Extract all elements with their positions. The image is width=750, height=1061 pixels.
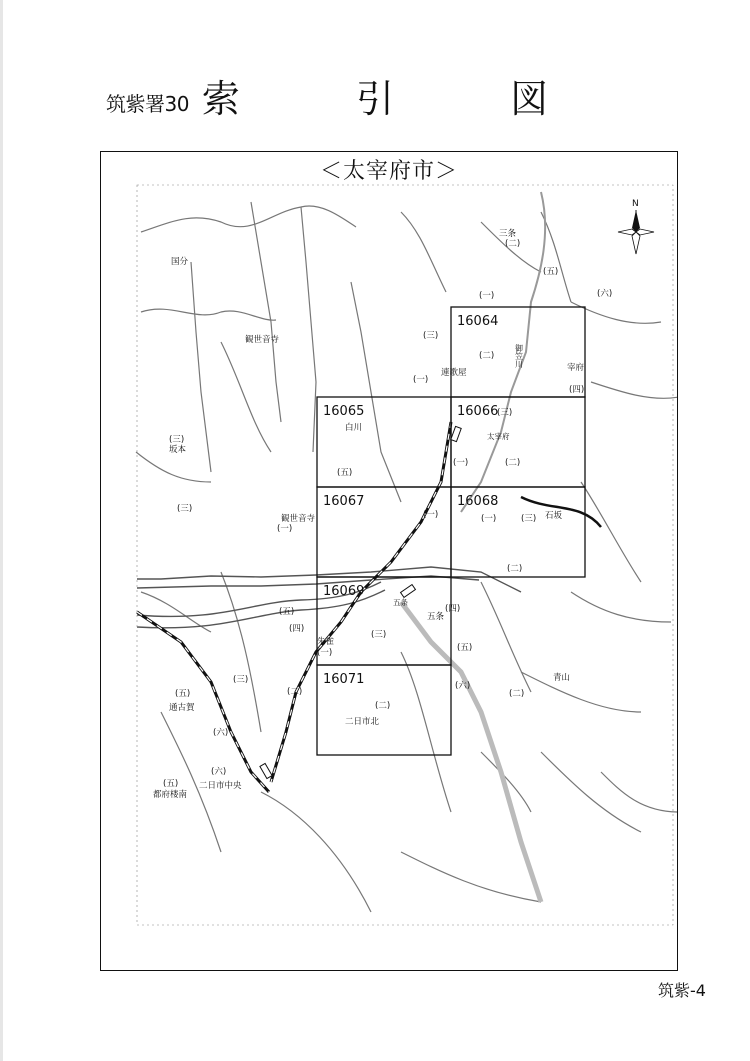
place-label: (二) — [505, 458, 521, 468]
north-arrow-icon — [618, 199, 654, 254]
north-label: N — [632, 199, 639, 209]
place-label: (六) — [597, 289, 613, 299]
place-label: (二) — [479, 351, 495, 361]
place-label: (二) — [287, 687, 303, 697]
place-label: 二日市北 — [345, 717, 380, 727]
page-number: 筑紫-4 — [658, 981, 706, 1000]
sheet-number: 16069 — [323, 584, 365, 599]
place-label: 宰府 — [567, 363, 585, 373]
place-label: (四) — [289, 624, 305, 634]
place-label: (一) — [481, 514, 497, 524]
place-label: 観世音寺 — [281, 514, 316, 524]
place-label: 二日市中央 — [199, 781, 242, 791]
place-label: (四) — [569, 385, 585, 395]
city-label: ＜太宰府市＞ — [319, 159, 458, 184]
place-label: (二) — [375, 701, 391, 711]
page-title: 索 引 図 — [201, 77, 601, 121]
place-label: 朱雀 — [317, 637, 335, 647]
place-label: (一) — [277, 524, 293, 534]
place-label: (一) — [413, 375, 429, 385]
place-label: (五) — [457, 643, 473, 653]
place-label: (二) — [505, 239, 521, 249]
place-label: (五) — [337, 468, 353, 478]
place-label: (五) — [175, 689, 191, 699]
sheet-number: 16066 — [457, 404, 499, 419]
place-label: (三) — [371, 630, 387, 640]
place-label: 御笠川 — [514, 344, 524, 368]
place-label: (五) — [543, 267, 559, 277]
river — [461, 192, 545, 512]
place-label: (三) — [497, 408, 513, 418]
place-label: 五条 — [427, 612, 445, 622]
place-label: (三) — [423, 331, 439, 341]
place-label: (三) — [521, 514, 537, 524]
place-label: 都府楼南 — [153, 790, 188, 800]
railway — [137, 422, 601, 902]
place-label: 五条 — [393, 598, 408, 607]
document-code: 筑紫署30 — [106, 92, 189, 116]
place-label: 青山 — [553, 673, 571, 683]
sheet-number: 16067 — [323, 494, 365, 509]
place-label: (二) — [507, 564, 523, 574]
sheet-number: 16065 — [323, 404, 365, 419]
place-label: (六) — [213, 728, 229, 738]
place-label: (六) — [211, 767, 227, 777]
place-label: (五) — [279, 607, 295, 617]
index-map-frame — [100, 151, 678, 971]
place-label: 太宰府 — [487, 432, 510, 441]
place-label: 白川 — [345, 423, 363, 433]
sheet-number: 16068 — [457, 494, 499, 509]
index-map — [101, 152, 678, 971]
sheet-number: 16071 — [323, 672, 365, 687]
place-label: (三) — [169, 435, 185, 445]
place-label: 国分 — [171, 257, 189, 267]
place-label: (六) — [455, 681, 471, 691]
place-label: (一) — [317, 648, 333, 658]
place-label: 観世音寺 — [245, 335, 280, 345]
road-network — [136, 202, 678, 912]
place-label: (一) — [453, 458, 469, 468]
place-label: (四) — [445, 604, 461, 614]
place-label: (一) — [423, 510, 439, 520]
place-label: 連歌屋 — [441, 368, 467, 378]
place-label: (二) — [509, 689, 525, 699]
place-label: 通古賀 — [169, 703, 195, 713]
place-label: 石坂 — [545, 511, 563, 521]
place-label: 三条 — [499, 229, 517, 239]
sheet-number: 16064 — [457, 314, 499, 329]
place-label: (三) — [177, 504, 193, 514]
place-label: (三) — [233, 675, 249, 685]
place-label: (五) — [163, 779, 179, 789]
place-label: 坂本 — [169, 445, 187, 455]
place-label: (一) — [479, 291, 495, 301]
page-edge — [0, 0, 3, 1061]
